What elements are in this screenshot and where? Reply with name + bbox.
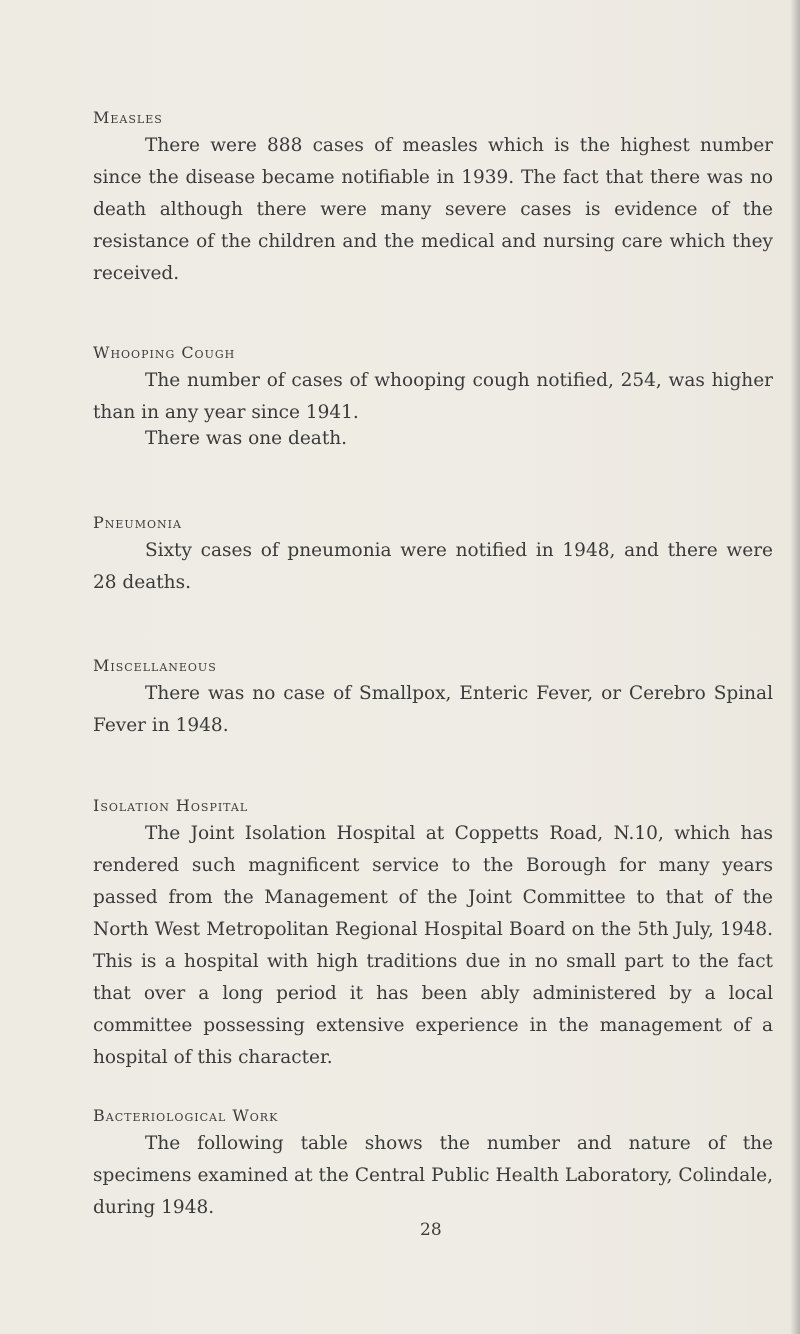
paragraph-pneumonia: Sixty cases of pneumonia were notified in 1948, and there were 28 deaths. <box>93 540 773 593</box>
paragraph-whooping-cough-1: The number of cases of whooping cough notified, 254, was higher than in any year since 1941. <box>93 370 773 423</box>
paragraph-bacteriological-work: The following table shows the number and nature of the specimens examined at the Central Public Health Laboratory, Colindale, during 1948. <box>93 1133 773 1218</box>
section-heading-isolation-hospital: Isolation Hospital <box>93 796 249 815</box>
page-edge-shadow <box>790 0 800 1334</box>
section-heading-measles: Measles <box>93 108 163 127</box>
paragraph-miscellaneous: There was no case of Smallpox, Enteric Fever, or Cerebro Spinal Fever in 1948. <box>93 683 773 736</box>
paragraph-measles: There were 888 cases of measles which is the highest number since the disease became notifiable in 1939. The fact that there was no death although there were many severe cases is evidence of the resistance of the children and the medical and nursing care which they received. <box>93 135 773 284</box>
section-heading-bacteriological-work: Bacteriological Work <box>93 1106 279 1125</box>
page-number: 28 <box>420 1220 442 1240</box>
section-heading-whooping-cough: Whooping Cough <box>93 343 236 362</box>
paragraph-isolation-hospital: The Joint Isolation Hospital at Coppetts Road, N.10, which has rendered such magnificent service to the Borough for many years passed from the Management of the Joint Committee to that of the North West Metropolitan Regional Hospital Board on the 5th July, 1948. This is a hospital with high traditions due in no small part to the fact that over a long period it has been ably administered by a local committee possessing extensive experience in the management of a hospital of this character. <box>93 823 773 1068</box>
section-heading-miscellaneous: Miscellaneous <box>93 656 217 675</box>
section-heading-pneumonia: Pneumonia <box>93 513 182 532</box>
paragraph-whooping-cough-2: There was one death. <box>145 428 348 449</box>
